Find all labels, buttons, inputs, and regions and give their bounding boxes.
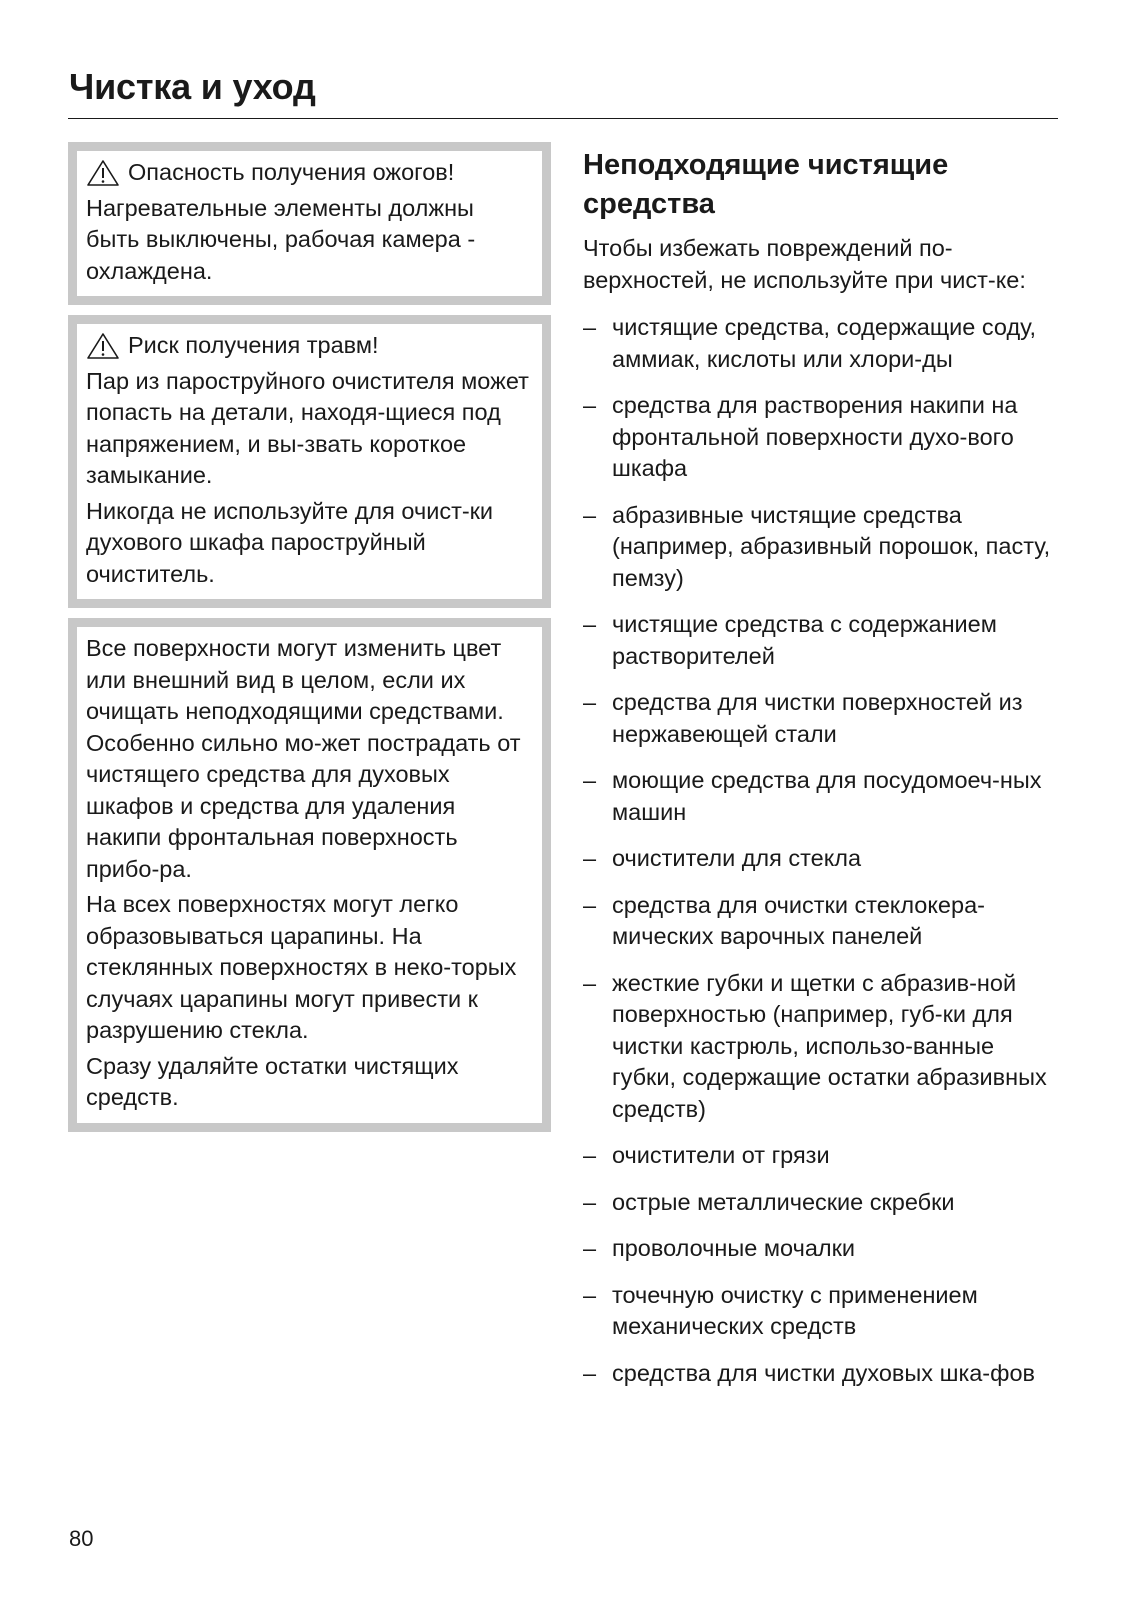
injury-warning-heading: Риск получения травм! xyxy=(128,332,379,358)
list-item xyxy=(583,1358,1063,1390)
dash-bullet: – xyxy=(583,845,597,871)
list-item-text: средства для чистки поверхностей из нержавеющей стали xyxy=(612,689,1023,747)
warning-triangle-icon xyxy=(86,159,120,187)
list-item-text: очистители от грязи xyxy=(612,1142,830,1168)
surface-note-box xyxy=(68,618,551,1132)
dash-bullet: – xyxy=(583,969,597,996)
left-column xyxy=(68,142,551,1142)
surface-note-text-1: Все поверхности могут изменить цвет или внешний вид в целом, если их очищать неподходящими средствами. Особенно сильно мо-жет пострадать от чистящего средства для духовых шкафов и средства для удаления накипи фронтальная поверхность прибо-ра. xyxy=(86,635,521,882)
burn-warning-heading: Опасность получения ожогов! xyxy=(128,159,455,185)
surface-note-text-3: Сразу удаляйте остатки чистящих средств. xyxy=(86,1052,459,1110)
dash-bullet: – xyxy=(583,314,597,340)
list-item-text: чистящие средства, содержащие соду, аммиак, кислоты или хлори-ды xyxy=(612,314,1037,372)
dash-bullet: – xyxy=(583,891,597,918)
dash-bullet: – xyxy=(583,1188,597,1215)
list-item xyxy=(583,500,1063,595)
section-heading: Неподходящие чистящие средства xyxy=(583,149,949,220)
list-item xyxy=(583,1233,1063,1265)
list-item-text: средства для чистки духовых шка-фов xyxy=(612,1359,1036,1386)
list-item-text: чистящие средства с содержанием растворителей xyxy=(612,611,997,669)
surface-note-text-2: На всех поверхностях могут легко образовываться царапины. На стеклянных поверхностях в неко-торых случаях царапины могут привести к разрушению стекла. xyxy=(86,891,517,1043)
right-column xyxy=(583,146,1063,1404)
injury-warning-text-2: Никогда не используйте для очист-ки духового шкафа пароструйный очиститель. xyxy=(86,497,494,587)
list-item xyxy=(583,312,1063,375)
title-rule xyxy=(68,118,1058,119)
list-item xyxy=(583,609,1063,672)
list-item-text: абразивные чистящие средства (например, абразивный порошок, пасту, пемзу) xyxy=(612,501,1051,591)
list-item-text: проволочные мочалки xyxy=(612,1235,856,1261)
page-title: Чистка и уход xyxy=(69,66,316,107)
list-item-text: средства для очистки стеклокера-мических варочных панелей xyxy=(612,891,985,949)
injury-warning-heading-line xyxy=(86,330,533,362)
list-item-text: точечную очистку с применением механических средств xyxy=(612,1281,978,1339)
warning-triangle-icon xyxy=(86,332,120,360)
list-item xyxy=(583,1140,1063,1172)
list-item-text: острые металлические скребки xyxy=(612,1188,955,1215)
burn-warning-box xyxy=(68,142,551,305)
dash-bullet: – xyxy=(583,392,597,418)
injury-warning-box xyxy=(68,315,551,608)
list-item xyxy=(583,968,1063,1126)
list-item-text: очистители для стекла xyxy=(612,845,862,871)
unsuitable-agents-list xyxy=(583,312,1063,1389)
list-item xyxy=(583,765,1063,828)
dash-bullet: – xyxy=(583,1359,597,1386)
dash-bullet: – xyxy=(583,611,597,637)
list-item xyxy=(583,390,1063,485)
list-item xyxy=(583,1187,1063,1219)
injury-warning-text-1: Пар из пароструйного очистителя может попасть на детали, находя-щиеся под напряжением, и вы-звать короткое замыкание. xyxy=(86,367,529,488)
dash-bullet: – xyxy=(583,767,597,793)
dash-bullet: – xyxy=(583,689,597,715)
page-number: 80 xyxy=(69,1526,94,1551)
intro-text: Чтобы избежать повреждений по-верхностей, не используйте при чист-ке: xyxy=(583,235,1026,293)
dash-bullet: – xyxy=(583,501,597,528)
dash-bullet: – xyxy=(583,1281,597,1308)
burn-warning-heading-line xyxy=(86,157,533,189)
list-item xyxy=(583,890,1063,953)
list-item xyxy=(583,687,1063,750)
list-item xyxy=(583,843,1063,875)
list-item-text: моющие средства для посудомоеч-ных машин xyxy=(612,767,1042,825)
dash-bullet: – xyxy=(583,1235,597,1261)
dash-bullet: – xyxy=(583,1142,597,1168)
list-item xyxy=(583,1280,1063,1343)
burn-warning-text: Нагревательные элементы должны быть выключены, рабочая камера - охлаждена. xyxy=(86,194,476,284)
list-item-text: средства для растворения накипи на фронтальной поверхности духо-вого шкафа xyxy=(612,392,1018,481)
list-item-text: жесткие губки и щетки с абразив-ной поверхностью (например, губ-ки для чистки кастрюль, использо-ванные губки, содержащие остатки абразивных средств) xyxy=(612,969,1047,1122)
